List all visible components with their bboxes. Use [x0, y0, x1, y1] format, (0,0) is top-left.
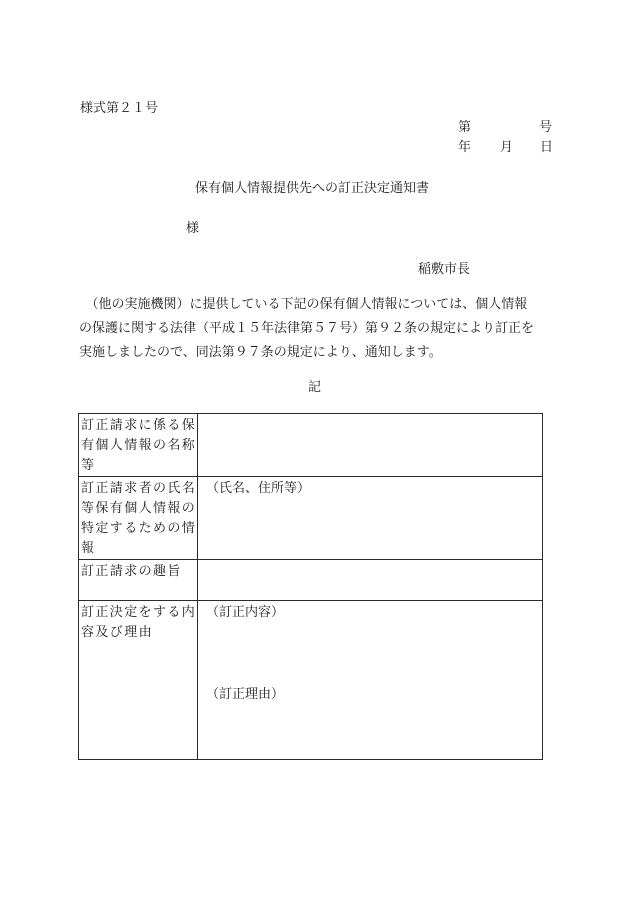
table-row: [79, 601, 543, 760]
label-line: 訂正請求の趣旨: [81, 564, 182, 579]
label-line: 訂正請求に係る保: [81, 418, 197, 433]
addressee: 様: [186, 221, 200, 236]
label-line: 特定するための情: [81, 521, 197, 536]
form-number: 様式第２１号: [80, 101, 159, 116]
date-year-label: 年: [458, 140, 472, 155]
issuer: 稲敷市長: [418, 262, 471, 277]
table-row: [79, 560, 543, 601]
spacer: [206, 623, 542, 685]
label-line: 有個人情報の名称: [81, 438, 197, 453]
date-day-label: 日: [540, 140, 554, 155]
label-line: 訂正請求者の氏名: [81, 481, 197, 496]
body-line: 実施しましたので、同法第９７条の規定により、通知します。: [79, 345, 442, 360]
date-month-label: 月: [500, 140, 514, 155]
request-purpose-value-cell[interactable]: [198, 560, 543, 601]
row-label: [79, 601, 198, 760]
document-title: 保有個人情報提供先への訂正決定通知書: [195, 181, 430, 196]
table-row: [79, 477, 543, 560]
row-label: [79, 560, 198, 601]
label-line: 報: [81, 541, 96, 556]
row-label: [79, 477, 198, 560]
body-line: （他の実施機関）に提供している下記の保有個人情報については、個人情報: [79, 297, 528, 312]
correction-content-label: （訂正内容）: [206, 605, 285, 620]
label-line: 訂正決定をする内: [81, 605, 197, 620]
correction-details-table: [78, 413, 543, 760]
document-number-suffix: 号: [539, 120, 553, 135]
label-line: 等: [81, 458, 96, 473]
label-line: 等保有個人情報の: [81, 501, 197, 516]
table-row: [79, 414, 543, 477]
decision-value-cell[interactable]: [198, 601, 543, 760]
ki-heading: 記: [308, 380, 322, 395]
row-label: [79, 414, 198, 477]
correction-reason-label: （訂正理由）: [206, 687, 285, 702]
body-paragraph: [79, 293, 549, 365]
requester-info-value-cell[interactable]: （氏名、住所等）: [198, 477, 543, 560]
document-number-prefix: 第: [458, 120, 472, 135]
info-name-value-cell[interactable]: [198, 414, 543, 477]
label-line: 容及び理由: [81, 625, 154, 640]
body-line: の保護に関する法律（平成１５年法律第５７号）第９２条の規定により訂正を: [79, 321, 535, 336]
